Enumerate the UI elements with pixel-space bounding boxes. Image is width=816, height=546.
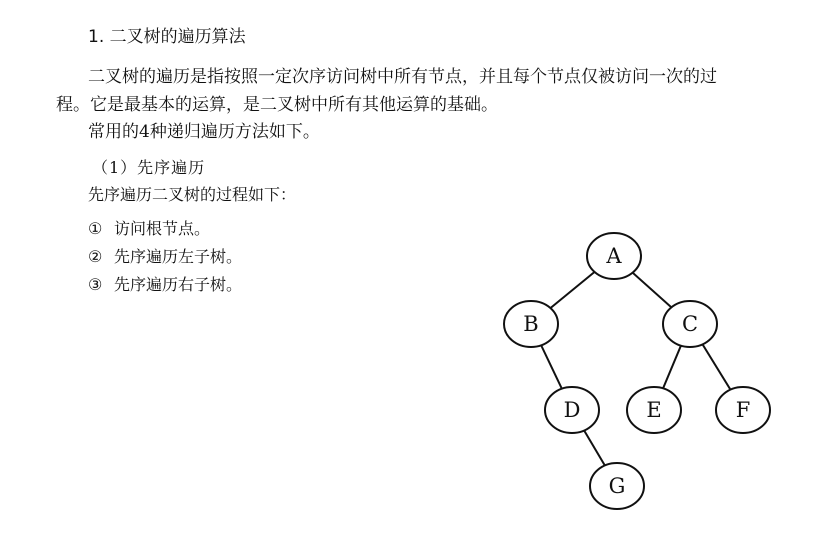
tree-node-g xyxy=(590,463,644,509)
step-3 xyxy=(88,272,242,295)
tree-node-label: F xyxy=(735,398,751,422)
step-1 xyxy=(88,216,210,239)
tree-node-e xyxy=(627,387,681,433)
tree-node-label: G xyxy=(608,474,626,498)
tree-node-c xyxy=(663,301,717,347)
section-heading: 1. 二叉树的遍历算法 xyxy=(88,27,246,47)
paragraph-1-line-1: 二叉树的遍历是指按照一定次序访问树中所有节点，并且每个节点仅被访问一次的过 xyxy=(88,67,717,87)
tree-node-a xyxy=(587,233,641,279)
subheading-preorder: （1）先序遍历 xyxy=(92,158,206,177)
tree-node-label: D xyxy=(563,398,581,422)
paragraph-2: 常用的4种递归遍历方法如下。 xyxy=(88,122,320,142)
step-2-number: ② xyxy=(88,247,103,266)
tree-node-label: C xyxy=(681,312,699,336)
step-2-text: 先序遍历左子树。 xyxy=(114,247,243,266)
step-1-text: 访问根节点。 xyxy=(114,219,211,238)
step-2 xyxy=(88,244,242,267)
tree-node-label: E xyxy=(646,398,662,422)
paragraph-1-line-2: 程。它是最基本的运算，是二叉树中所有其他运算的基础。 xyxy=(56,95,498,115)
binary-tree-diagram xyxy=(490,225,790,525)
tree-node-f xyxy=(716,387,770,433)
step-1-number: ① xyxy=(88,219,103,238)
tree-node-label: A xyxy=(606,244,622,268)
paragraph-3: 先序遍历二叉树的过程如下： xyxy=(88,185,297,204)
step-3-number: ③ xyxy=(88,275,103,294)
tree-node-label: B xyxy=(523,312,539,336)
tree-node-d xyxy=(545,387,599,433)
step-3-text: 先序遍历右子树。 xyxy=(114,275,243,294)
tree-node-b xyxy=(504,301,558,347)
